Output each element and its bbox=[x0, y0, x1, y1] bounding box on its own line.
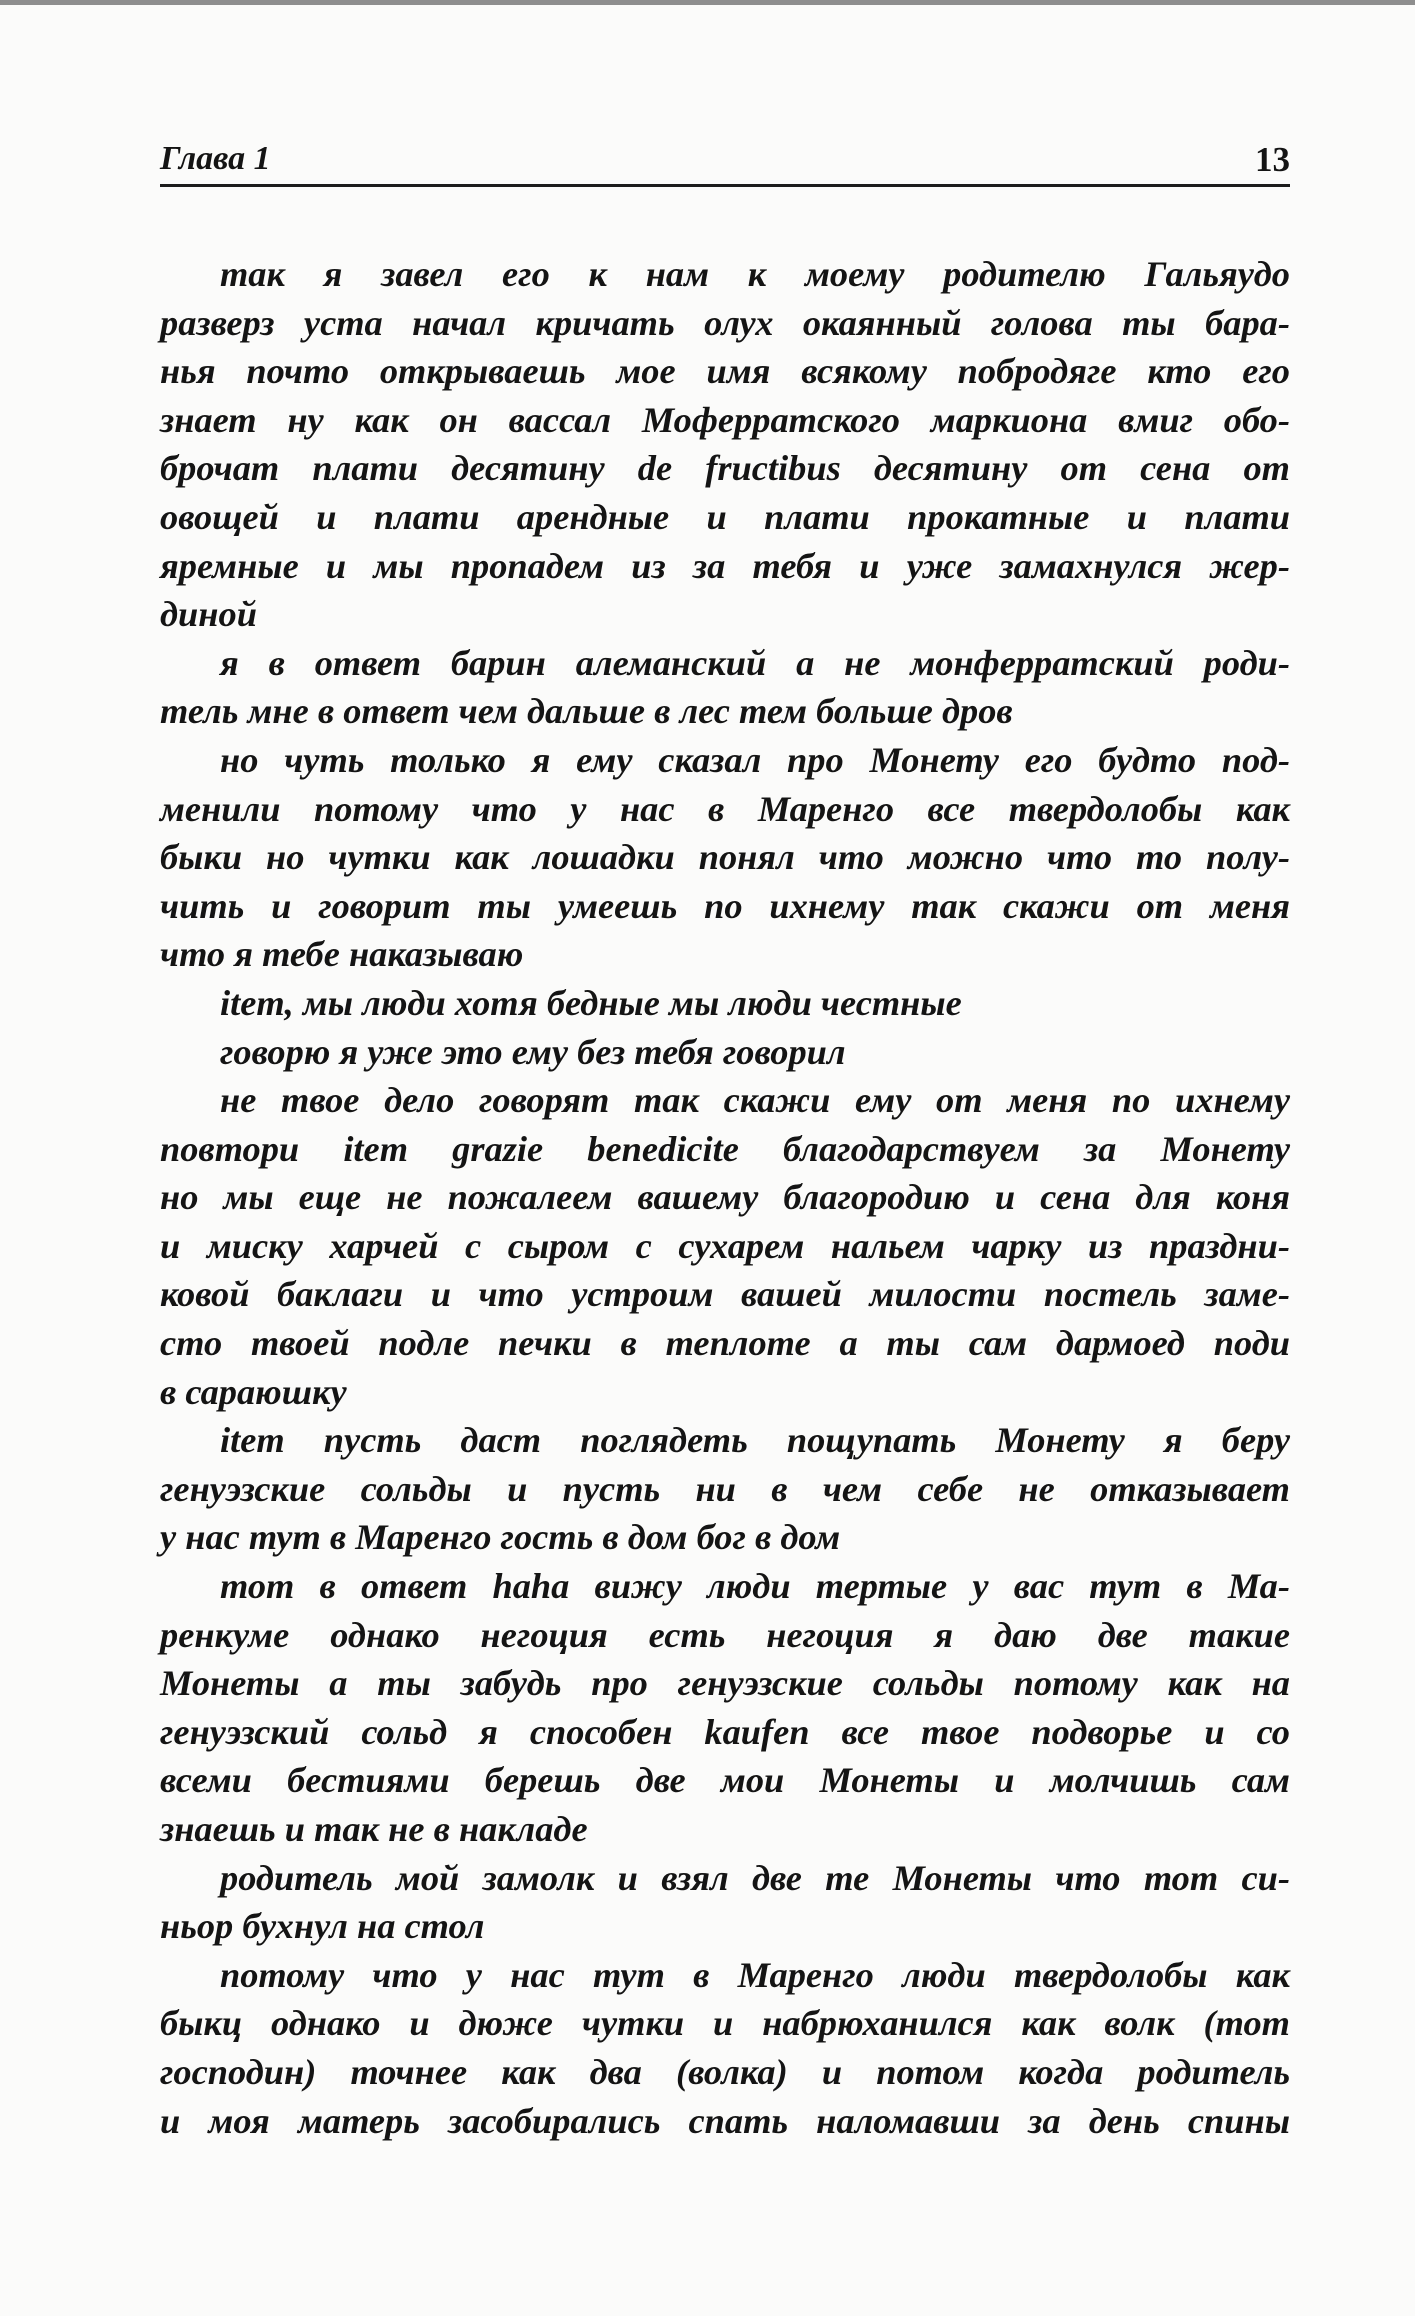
paragraph bbox=[160, 1416, 1290, 1562]
text-line: и моя матерь засобирались спать наломавши за день спины bbox=[160, 2100, 1290, 2141]
text-line: говорю я уже это ему без тебя говорил bbox=[220, 1031, 846, 1072]
chapter-label: Глава 1 bbox=[160, 140, 271, 177]
text-line: быкц однако и дюже чутки и набрюханился как волк (тот bbox=[160, 2003, 1290, 2044]
text-line: быки но чутки как лошадки понял что можно что то полу- bbox=[160, 837, 1290, 878]
page-number: 13 bbox=[1255, 140, 1290, 179]
paragraph bbox=[160, 1854, 1290, 1951]
text-line: у нас тут в Маренго гость в дом бог в дом bbox=[160, 1517, 841, 1558]
text-line: так я завел его к нам к моему родителю Гальяудо bbox=[220, 254, 1290, 294]
text-line: item пусть даст поглядеть пощупать Монету я беру bbox=[220, 1420, 1290, 1461]
text-line: и миску харчей с сыром с сухарем нальем чарку из праздни- bbox=[160, 1225, 1290, 1266]
text-line: знаешь и так не в накладе bbox=[160, 1809, 588, 1849]
paragraph bbox=[160, 250, 1290, 639]
text-line: родитель мой замолк и взял две те Монеты что тот си- bbox=[220, 1857, 1290, 1898]
text-line: но мы еще не пожалеем вашему благородию и сена для коня bbox=[160, 1177, 1290, 1218]
text-line: ньор бухнул на стол bbox=[160, 1906, 485, 1947]
paragraph bbox=[160, 1562, 1290, 1854]
body-text bbox=[160, 250, 1290, 2145]
text-line: потому что у нас тут в Маренго люди твердолобы как bbox=[220, 1954, 1290, 1995]
paragraph bbox=[160, 736, 1290, 979]
text-line: сто твоей подле печки в теплоте а ты сам дармоед поди bbox=[160, 1323, 1290, 1364]
text-line: повтори item grazie benedicite благодарствуем за Монету bbox=[160, 1128, 1290, 1169]
text-line: генуэзский сольд я способен kaufen все твое подворье и со bbox=[160, 1711, 1290, 1752]
page-top-edge bbox=[0, 0, 1415, 5]
text-line: что я тебе наказываю bbox=[160, 934, 524, 975]
text-line: знает ну как он вассал Моферратского маркиона вмиг обо- bbox=[160, 399, 1290, 440]
text-line: тель мне в ответ чем дальше в лес тем больше дров bbox=[160, 691, 1013, 732]
text-line: тот в ответ haha вижу люди тертые у вас тут в Ма- bbox=[220, 1566, 1290, 1607]
paragraph bbox=[160, 1951, 1290, 2145]
text-line: я в ответ барин алеманский а не монферратский роди- bbox=[220, 642, 1290, 683]
text-line: не твое дело говорят так скажи ему от меня по ихнему bbox=[220, 1080, 1290, 1121]
header-rule bbox=[160, 184, 1290, 187]
paragraph bbox=[160, 1076, 1290, 1416]
text-line: всеми бестиями берешь две мои Монеты и молчишь сам bbox=[160, 1760, 1290, 1801]
paragraph bbox=[160, 979, 1290, 1028]
text-line: чить и говорит ты умеешь по ихнему так скажи от меня bbox=[160, 885, 1290, 926]
text-line: ковой баклаги и что устроим вашей милости постель заме- bbox=[160, 1274, 1290, 1315]
text-line: брочат плати десятину de fructibus десятину от сена от bbox=[160, 448, 1290, 489]
text-line: item, мы люди хотя бедные мы люди честные bbox=[220, 982, 962, 1023]
text-line: разверз уста начал кричать олух окаянный голова ты бара- bbox=[160, 302, 1290, 343]
text-line: овощей и плати арендные и плати прокатные и плати bbox=[160, 496, 1290, 537]
text-line: в сараюшку bbox=[160, 1371, 347, 1412]
paragraph bbox=[160, 1028, 1290, 1077]
text-line: яремные и мы пропадем из за тебя и уже замахнулся жер- bbox=[160, 545, 1290, 586]
text-line: господин) точнее как два (волка) и потом когда родитель bbox=[160, 2051, 1290, 2092]
text-line: менили потому что у нас в Маренго все твердолобы как bbox=[160, 788, 1290, 829]
text-line: ренкуме однако негоция есть негоция я даю две такие bbox=[160, 1614, 1290, 1655]
text-line: Монеты а ты забудь про генуэзские сольды потому как на bbox=[160, 1663, 1290, 1704]
text-line: диной bbox=[160, 594, 257, 635]
running-head bbox=[160, 140, 1290, 180]
text-line: нья почто открываешь мое имя всякому побродяге кто его bbox=[160, 351, 1290, 392]
paragraph bbox=[160, 639, 1290, 736]
text-line: генуэзские сольды и пусть ни в чем себе не отказывает bbox=[160, 1468, 1290, 1509]
text-line: но чуть только я ему сказал про Монету его будто под- bbox=[220, 739, 1290, 780]
